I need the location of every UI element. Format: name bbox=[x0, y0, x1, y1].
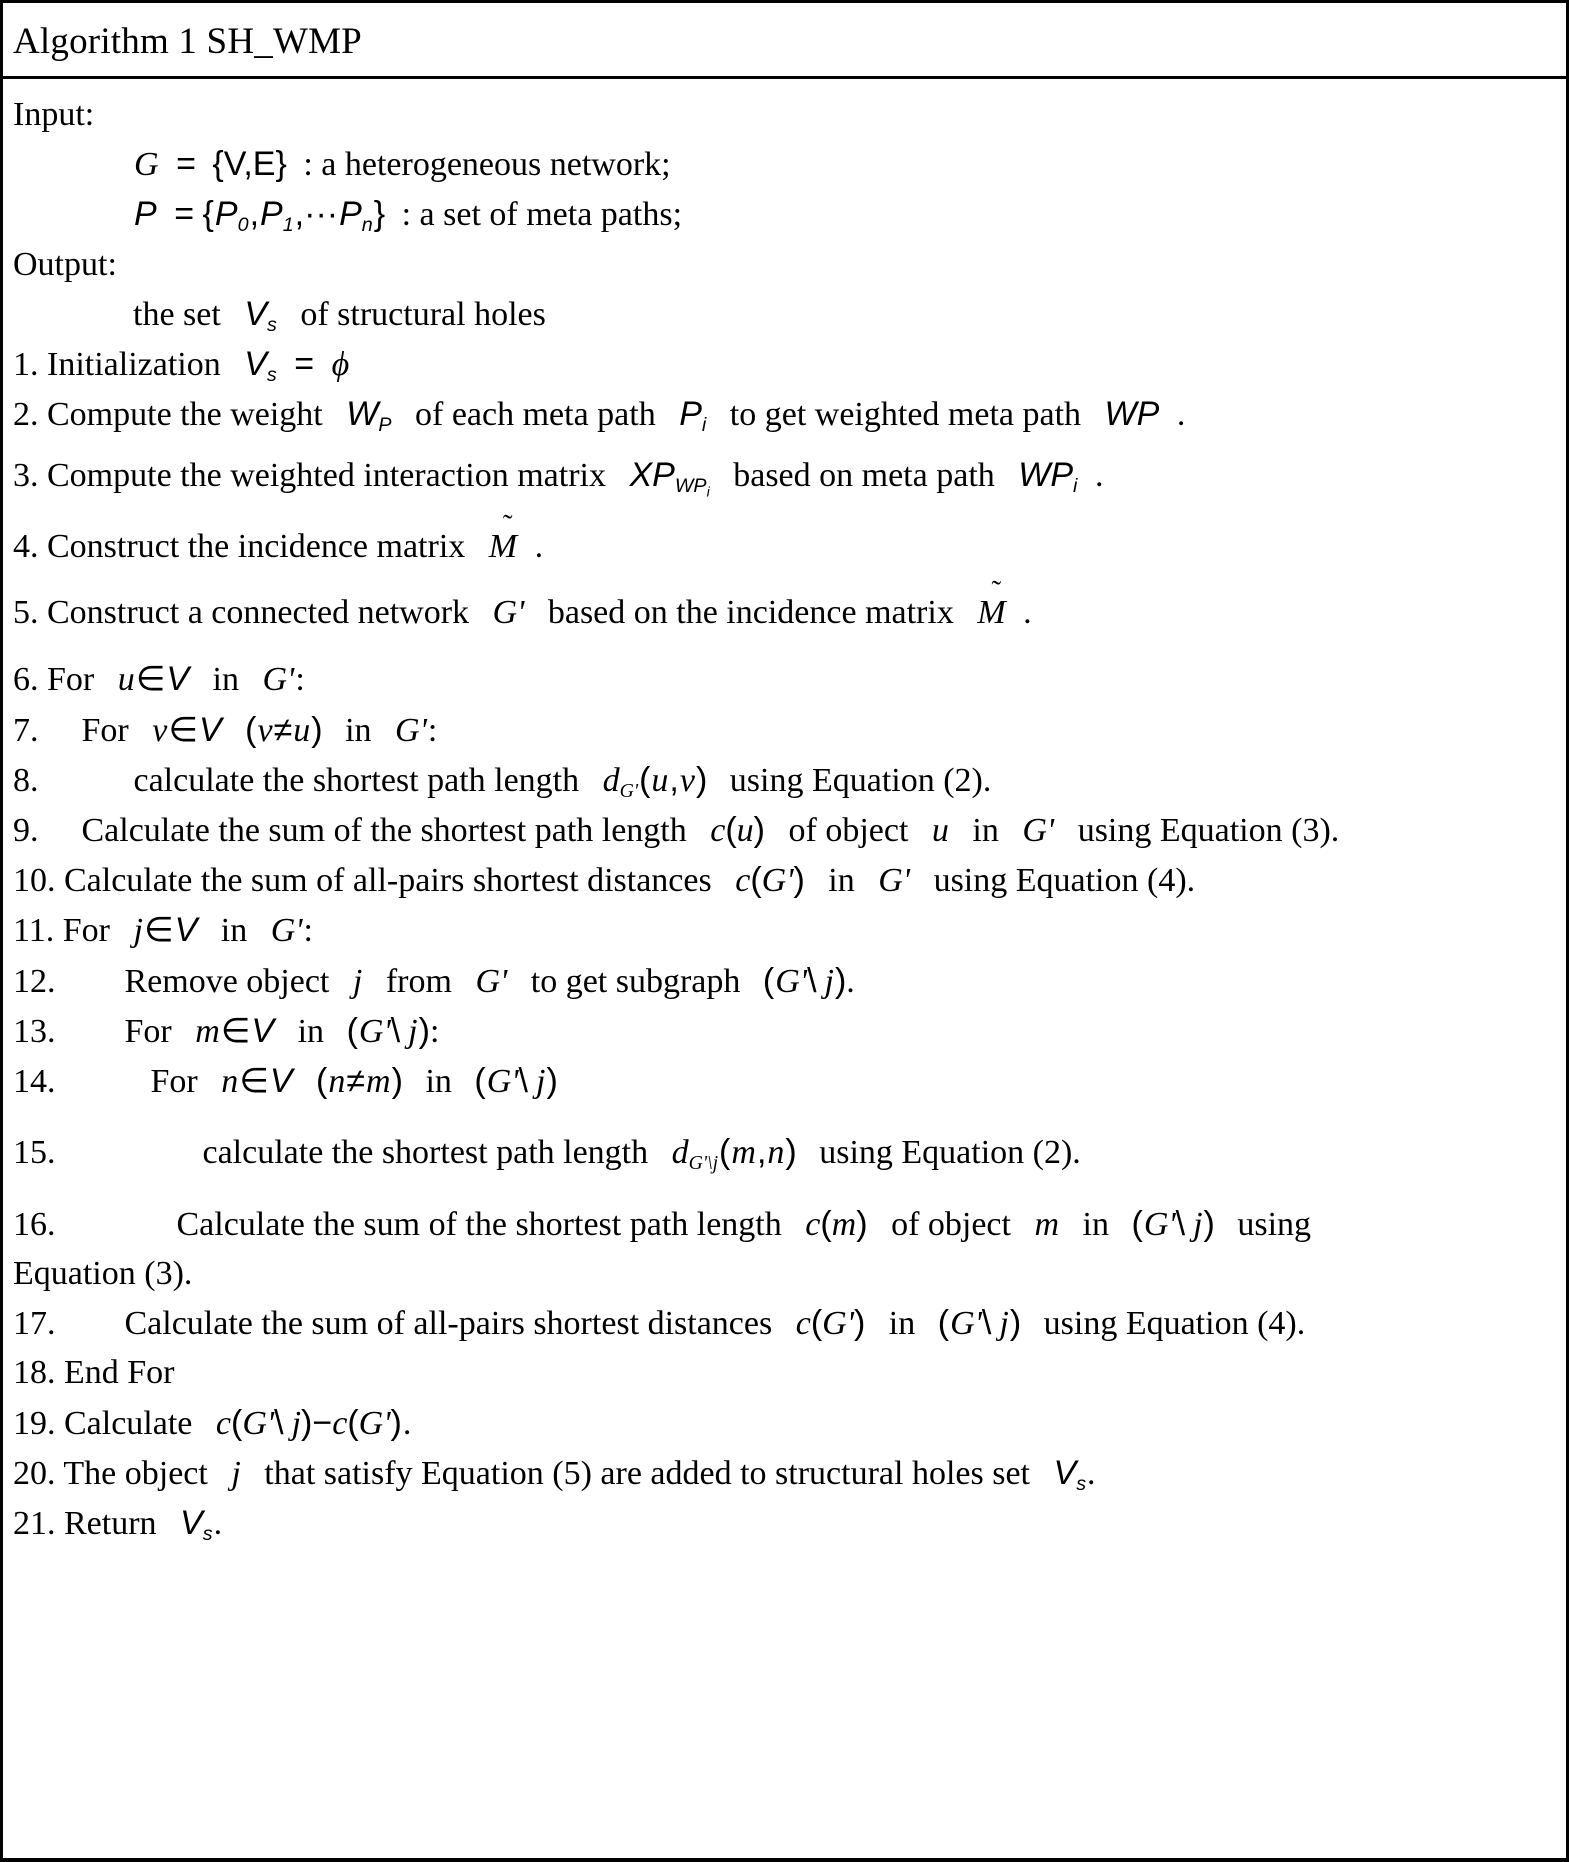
step-18 bbox=[13, 1351, 1554, 1395]
input-graph-description: : a heterogeneous network; bbox=[303, 146, 671, 184]
step-15-number: 15. bbox=[13, 1134, 56, 1172]
symbol-m-13: m bbox=[195, 1012, 220, 1050]
step-13-mid1: in bbox=[297, 1012, 325, 1050]
step-12-mid2: to get subgraph bbox=[530, 962, 741, 1000]
step-3-number: 3. bbox=[13, 457, 39, 495]
step-20-number: 20. bbox=[13, 1454, 56, 1492]
subgraph-16: G'\ j bbox=[1143, 1204, 1203, 1243]
step-9-pre: Calculate the sum of the shortest path length bbox=[81, 811, 687, 849]
step-10-mid1: in bbox=[828, 862, 855, 900]
step-18-pre: End For bbox=[64, 1354, 175, 1392]
brace-close-2: } bbox=[373, 195, 386, 234]
step-11 bbox=[13, 908, 1554, 953]
symbol-XP-WPi: $XP_{WP_i}$ bbox=[629, 456, 710, 501]
subgraph-14: G'\ j bbox=[486, 1061, 546, 1100]
step-1-text: Initialization bbox=[47, 345, 221, 383]
symbol-Vs-20: $V_s$ bbox=[1053, 1453, 1087, 1495]
output-suffix: of structural holes bbox=[300, 295, 546, 333]
subscript-0: 0 bbox=[237, 214, 249, 237]
step-1 bbox=[13, 342, 1554, 387]
step-16-pre: Calculate the sum of the shortest path length bbox=[176, 1205, 782, 1243]
symbol-V-13: V bbox=[251, 1011, 275, 1050]
step-12: 12. Remove object j from G' to get subgraph (G'\ j). bbox=[13, 961, 855, 1000]
op-in-14: ∈ bbox=[239, 1061, 269, 1100]
step-8-post: using Equation (2). bbox=[729, 761, 992, 799]
symbol-n-14: n bbox=[221, 1062, 239, 1100]
step-3 bbox=[13, 449, 1554, 503]
step-15: 15. calculate the shortest path length $d_{G'\backslash j}(m,n)$ using Equation (2). bbox=[13, 1133, 1081, 1174]
step-2-mid1: of each meta path bbox=[415, 396, 656, 434]
step-9-post: using Equation (3). bbox=[1077, 811, 1340, 849]
symbol-P: P bbox=[134, 195, 157, 234]
symbol-v: v bbox=[152, 711, 168, 749]
symbol-V-14: V bbox=[269, 1061, 293, 1100]
step-14-mid1: in bbox=[425, 1062, 452, 1100]
step-4-pre: Construct the incidence matrix bbox=[47, 528, 466, 565]
step-21-number: 21. bbox=[13, 1504, 56, 1542]
subgraph-13: G'\ j bbox=[358, 1011, 418, 1050]
symbol-V-6: V bbox=[166, 660, 190, 699]
symbol-P-i: $P_i$ bbox=[679, 395, 707, 437]
brace-open: { bbox=[212, 145, 224, 184]
step-5-pre: Construct a connected network bbox=[47, 594, 470, 632]
comma-3: , bbox=[294, 195, 305, 234]
step-20-pre: The object bbox=[63, 1454, 208, 1492]
step-9 bbox=[13, 808, 1554, 853]
step-6-pre: For bbox=[47, 661, 95, 699]
step-2 bbox=[13, 392, 1554, 437]
step-19-pre: Calculate bbox=[64, 1404, 193, 1442]
symbol-c-Gprime-10: c(G') bbox=[735, 861, 805, 900]
step-2-pre: Compute the weight bbox=[47, 396, 323, 434]
symbol-c-Gprime-17: c(G') bbox=[795, 1304, 866, 1343]
symbol-Gprime-7: G' bbox=[395, 711, 427, 749]
op-neq-7: ≠ bbox=[273, 710, 293, 749]
step-20-post: . bbox=[1087, 1454, 1096, 1492]
step-14-pre: For bbox=[150, 1062, 198, 1100]
step-12-number: 12. bbox=[13, 962, 56, 1000]
symbol-G: G bbox=[134, 146, 159, 184]
step-6-post: : bbox=[295, 661, 305, 699]
step-8-number: 8. bbox=[13, 761, 39, 799]
op-equals: = bbox=[176, 145, 196, 184]
symbol-Gprime-10: G' bbox=[878, 862, 911, 900]
step-14: 14. For n∈V (n≠m) in (G'\ j) bbox=[13, 1061, 558, 1100]
step-6-number: 6. bbox=[13, 661, 39, 699]
brace-close: } bbox=[275, 145, 287, 184]
step-16-number: 16. bbox=[13, 1205, 56, 1243]
symbol-j-20: j bbox=[231, 1454, 241, 1492]
symbol-c-m-16: c(m) bbox=[805, 1204, 868, 1243]
step-11-pre: For bbox=[62, 912, 110, 950]
step-21-post: . bbox=[213, 1504, 223, 1542]
step-9-number: 9. bbox=[13, 811, 39, 849]
algorithm-body bbox=[3, 79, 1566, 1561]
step-12-pre: Remove object bbox=[124, 962, 330, 1000]
symbol-Gprime-9: G' bbox=[1022, 811, 1055, 849]
step-6-mid1: in bbox=[212, 661, 239, 699]
step-6 bbox=[13, 657, 1554, 702]
step-19-post: . bbox=[402, 1404, 412, 1442]
step-1-number: 1. bbox=[13, 345, 39, 383]
subscript-1: 1 bbox=[282, 214, 294, 237]
subgraph-12: G'\ j bbox=[775, 961, 834, 1000]
step-13-number: 13. bbox=[13, 1012, 56, 1050]
symbol-empty-set: ϕ bbox=[331, 345, 350, 383]
symbol-E: E bbox=[252, 145, 276, 184]
symbol-u: u bbox=[117, 661, 135, 699]
step-13: 13. For m∈V in (G'\ j): bbox=[13, 1011, 440, 1050]
step-15-pre: calculate the shortest path length bbox=[202, 1134, 649, 1172]
output-label: Output: bbox=[13, 245, 117, 283]
step-4 bbox=[13, 525, 1554, 569]
subscript-n: n bbox=[361, 214, 373, 237]
symbol-j-11: j bbox=[133, 912, 143, 950]
step-16: 16. Calculate the sum of the shortest path length c(m) of object m in (G'\ j) using bbox=[13, 1204, 1312, 1243]
step-19 bbox=[13, 1401, 1554, 1446]
symbol-c-u: c(u) bbox=[710, 810, 765, 849]
op-in-11: ∈ bbox=[143, 911, 174, 950]
symbol-W-P: $W_P$ bbox=[346, 395, 392, 437]
step-10-pre: Calculate the sum of all-pairs shortest distances bbox=[64, 862, 712, 900]
step-12-post: . bbox=[846, 962, 855, 1000]
step-17-number: 17. bbox=[13, 1305, 56, 1343]
step-7-mid1: in bbox=[345, 711, 372, 749]
step-5-mid1: based on the incidence matrix bbox=[547, 594, 954, 632]
input-item-metapaths bbox=[13, 192, 1554, 237]
step-9-mid1: of object bbox=[788, 811, 909, 849]
symbol-Vs-21: $V_s$ bbox=[180, 1503, 213, 1545]
symbol-Pn: $P_n$ bbox=[339, 195, 373, 237]
op-equals-3: = bbox=[294, 344, 315, 383]
step-15-post: using Equation (2). bbox=[819, 1134, 1081, 1172]
subscript-WPi: WPi bbox=[674, 475, 710, 501]
step-8: 8. calculate the shortest path length $d_{G'}(u,v)$ using Equation (2). bbox=[13, 760, 992, 802]
step-10-post: using Equation (4). bbox=[933, 862, 1196, 900]
symbol-Vs-1: $V_s$ bbox=[244, 344, 277, 386]
subscript-s: s bbox=[267, 313, 277, 336]
step-10 bbox=[13, 858, 1554, 903]
expr-c-subgraph-minus-c-Gprime: c(G'\ j)−c(G') bbox=[215, 1403, 402, 1442]
symbol-V: V bbox=[223, 145, 244, 184]
step-9-mid2: in bbox=[972, 811, 999, 849]
step-4-post: . bbox=[534, 528, 544, 565]
op-minus-19: − bbox=[312, 1403, 333, 1442]
step-12-mid1: from bbox=[385, 962, 452, 1000]
step-17-post: using Equation (4). bbox=[1043, 1305, 1306, 1343]
symbol-u-9: u bbox=[931, 811, 949, 849]
op-in: ∈ bbox=[135, 660, 166, 699]
step-10-number: 10. bbox=[13, 862, 56, 900]
symbol-P0: $P_0$ bbox=[214, 195, 249, 237]
step-11-post: : bbox=[303, 912, 313, 950]
comma-2: , bbox=[249, 195, 260, 234]
step-16-mid2: in bbox=[1082, 1205, 1109, 1243]
step-21 bbox=[13, 1501, 1554, 1546]
step-16-wrap: Equation (3). bbox=[13, 1254, 193, 1292]
output-item-structural-holes bbox=[13, 292, 1554, 337]
op-in-13: ∈ bbox=[220, 1011, 251, 1050]
symbol-Gprime-11: G' bbox=[270, 912, 303, 950]
step-19-number: 19. bbox=[13, 1404, 56, 1442]
step-14-number: 14. bbox=[13, 1062, 56, 1100]
symbol-Gprime-6: G' bbox=[262, 661, 295, 699]
step-7-pre: For bbox=[81, 711, 129, 749]
step-11-number: 11. bbox=[13, 912, 55, 950]
symbol-d-Gprime: $d_{G'}$ bbox=[602, 761, 639, 802]
ellipsis: ··· bbox=[304, 195, 339, 234]
symbol-j-12: j bbox=[352, 962, 363, 1000]
symbol-V-7: V bbox=[198, 710, 222, 749]
op-neq-14: ≠ bbox=[346, 1061, 366, 1100]
step-3-pre: Compute the weighted interaction matrix bbox=[47, 457, 606, 495]
step-18-number: 18. bbox=[13, 1354, 56, 1392]
step-17-mid1: in bbox=[888, 1305, 916, 1343]
symbol-M-tilde-2: M bbox=[977, 594, 1006, 632]
step-17-pre: Calculate the sum of all-pairs shortest distances bbox=[124, 1305, 773, 1343]
subscript-Gprime-j: G'\j bbox=[688, 1151, 719, 1174]
step-21-pre: Return bbox=[64, 1504, 157, 1542]
step-3-post: . bbox=[1094, 457, 1104, 495]
output-prefix: the set bbox=[133, 295, 221, 333]
step-5 bbox=[13, 591, 1554, 635]
symbol-WP-i: $WP_i$ bbox=[1018, 456, 1078, 498]
paren-close-7: ) bbox=[311, 710, 323, 749]
step-2-number: 2. bbox=[13, 396, 39, 434]
symbol-M-tilde: M bbox=[488, 528, 518, 565]
brace-open-2: { bbox=[202, 195, 214, 234]
step-20 bbox=[13, 1451, 1554, 1496]
step-20-mid1: that satisfy Equation (5) are added to structural holes set bbox=[264, 1454, 1030, 1492]
step-13-post: : bbox=[429, 1012, 440, 1050]
symbol-d-subgraph: $d_{G'\backslash j}$ bbox=[671, 1134, 719, 1174]
input-item-graph bbox=[13, 142, 1554, 187]
op-equals-2: = bbox=[174, 195, 195, 234]
step-11-mid1: in bbox=[220, 912, 248, 950]
step-13-pre: For bbox=[124, 1012, 172, 1050]
step-16-mid1: of object bbox=[891, 1205, 1011, 1243]
symbol-WP: WP bbox=[1104, 395, 1160, 434]
paren-open-7: ( bbox=[245, 710, 257, 749]
input-metapaths-description: : a set of meta paths; bbox=[401, 196, 683, 234]
step-2-mid2: to get weighted meta path bbox=[729, 396, 1082, 434]
comma: , bbox=[243, 145, 253, 184]
step-7-post: : bbox=[427, 711, 438, 749]
symbol-P1: $P_1$ bbox=[260, 195, 294, 237]
step-4-number: 4. bbox=[13, 528, 39, 565]
symbol-Gprime-5: G' bbox=[492, 594, 525, 632]
symbol-Vs: $V_s$ bbox=[244, 294, 277, 336]
algorithm-title: Algorithm 1 SH_WMP bbox=[13, 21, 362, 62]
step-2-post: . bbox=[1176, 396, 1186, 434]
step-17: 17. Calculate the sum of all-pairs shortest distances c(G') in (G'\ j) using Equation (4). bbox=[13, 1304, 1306, 1343]
step-3-mid1: based on meta path bbox=[733, 457, 995, 495]
op-in-7: ∈ bbox=[168, 710, 198, 749]
step-7: 7. For v∈V (v≠u) in G': bbox=[13, 710, 438, 749]
subgraph-17: G'\ j bbox=[950, 1304, 1009, 1343]
input-label: Input: bbox=[13, 96, 95, 133]
symbol-Gprime-12: G' bbox=[475, 962, 508, 1000]
step-5-number: 5. bbox=[13, 594, 39, 632]
step-16-post: using bbox=[1237, 1205, 1312, 1243]
step-8-pre: calculate the shortest path length bbox=[133, 761, 580, 799]
symbol-V-11: V bbox=[174, 911, 198, 950]
symbol-m-16: m bbox=[1034, 1205, 1060, 1243]
step-5-post: . bbox=[1023, 594, 1032, 632]
step-7-number: 7. bbox=[13, 711, 39, 749]
